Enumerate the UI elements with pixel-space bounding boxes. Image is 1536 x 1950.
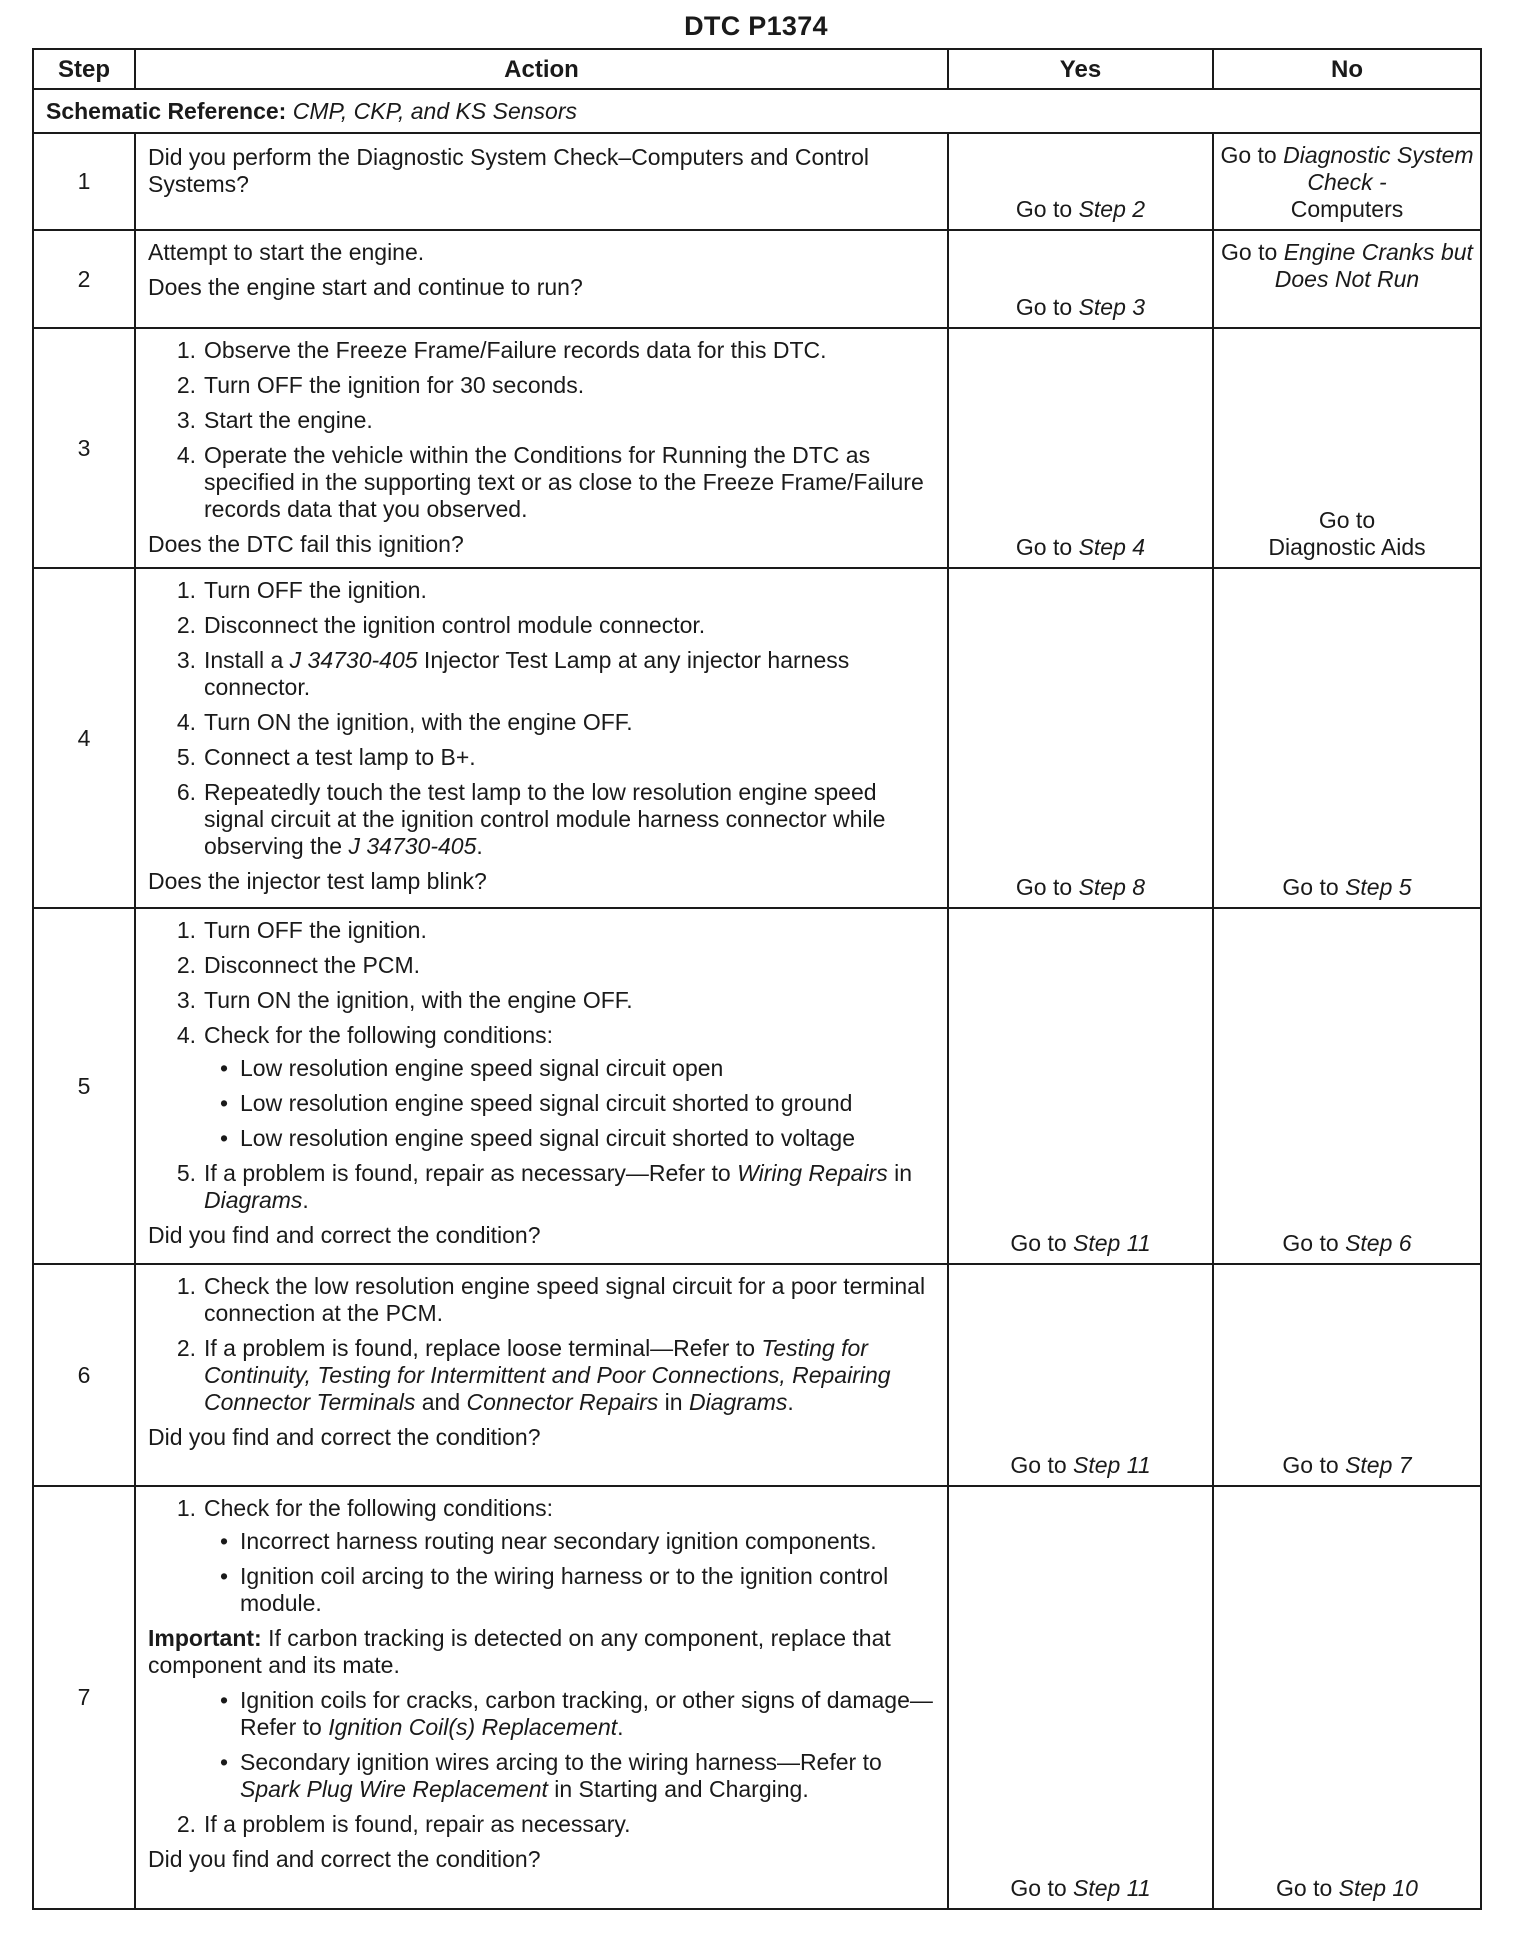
- table-row: [33, 568, 1481, 908]
- diagnostic-aids-link[interactable]: Diagnostic Aids: [1268, 534, 1426, 560]
- step-number: 7: [33, 1486, 135, 1909]
- yes-cell: [948, 133, 1213, 230]
- page: [32, 6, 1480, 1910]
- schematic-label: Schematic Reference:: [46, 97, 287, 124]
- goto-text: Go to: [1015, 294, 1079, 320]
- list-item: 4. Check for the following conditions: • Low resolution engine speed signal circuit open • Low resolution engine speed signal circuit shorted to ground • Low resolution engine speed signal circuit shorted to voltage: [148, 1022, 937, 1152]
- list-item: 4. Turn ON the ignition, with the engine OFF.: [176, 709, 633, 735]
- action-cell: [135, 328, 948, 568]
- list-item: 5. Connect a test lamp to B+.: [176, 744, 476, 770]
- table-row: [33, 908, 1481, 1264]
- list-item: 3. Turn ON the ignition, with the engine OFF.: [176, 987, 633, 1013]
- list-item: 2. Turn OFF the ignition for 30 seconds.: [176, 372, 585, 398]
- list-item: 3. Install a J 34730-405 Injector Test Lamp at any injector harness connector.: [176, 647, 850, 700]
- step-link[interactable]: Step 6: [1345, 1230, 1412, 1256]
- step-link[interactable]: Step 11: [1073, 1452, 1151, 1478]
- condition-list: [204, 1528, 937, 1617]
- step-instruction: Attempt to start the engine.: [148, 239, 425, 265]
- action-cell: [135, 1486, 948, 1909]
- step-link[interactable]: Step 7: [1345, 1452, 1412, 1478]
- yes-cell: [948, 908, 1213, 1264]
- bullet-item: • Low resolution engine speed signal circuit shorted to ground: [204, 1090, 937, 1117]
- list-item: 5. If a problem is found, repair as necessary—Refer to Wiring Repairs in Diagrams.: [176, 1160, 912, 1213]
- spark-plug-wire-replacement-link: Spark Plug Wire Replacement: [240, 1776, 548, 1802]
- header-action: Action: [135, 49, 948, 89]
- header-step: Step: [33, 49, 135, 89]
- table-row: [33, 230, 1481, 328]
- table-row: [33, 1486, 1481, 1909]
- step-question: Does the DTC fail this ignition?: [148, 531, 464, 557]
- step-number: 3: [33, 328, 135, 568]
- tool-reference: J 34730-405: [348, 833, 477, 859]
- list-item: 6. Repeatedly touch the test lamp to the low resolution engine speed signal circuit at the ignition control module harness connector while observing the J 34730-405.: [176, 779, 886, 859]
- list-item: 2. If a problem is found, repair as necessary.: [176, 1811, 631, 1837]
- diagnostic-system-check-link[interactable]: Diagnostic System Check -: [1283, 142, 1474, 195]
- list-item: 1. Observe the Freeze Frame/Failure records data for this DTC.: [176, 337, 827, 363]
- header-row: [33, 49, 1481, 89]
- list-item: 2. Disconnect the PCM.: [176, 952, 421, 978]
- step-link[interactable]: Step 8: [1078, 874, 1146, 900]
- step-number: 5: [33, 908, 135, 1264]
- yes-cell: [948, 230, 1213, 328]
- instruction-list: [148, 1495, 937, 1617]
- condition-list: [204, 1055, 937, 1152]
- goto-text: Go to: [1010, 1875, 1074, 1901]
- header-no: No: [1213, 49, 1481, 89]
- page-title: DTC P1374: [684, 11, 828, 41]
- yes-cell: [948, 328, 1213, 568]
- diagrams-link: Diagrams: [204, 1187, 303, 1213]
- schematic-reference: [33, 89, 1481, 133]
- goto-text: Go to: [1010, 1452, 1074, 1478]
- ignition-coil-replacement-link: Ignition Coil(s) Replacement: [328, 1714, 618, 1740]
- instruction-list: [148, 1811, 937, 1838]
- step-link[interactable]: Step 3: [1078, 294, 1146, 320]
- list-item: 4. Operate the vehicle within the Conditions for Running the DTC as specified in the supporting text or as close to the Freeze Frame/Failure records data that you observed.: [176, 442, 924, 522]
- goto-text: Go to: [1015, 534, 1079, 560]
- step-question: Did you perform the Diagnostic System Check–Computers and Control Systems?: [148, 144, 869, 197]
- goto-text: Go to: [1282, 1230, 1346, 1256]
- list-item: 1. Turn OFF the ignition.: [176, 577, 427, 603]
- instruction-list: [148, 337, 937, 523]
- goto-text: Go to: [1318, 507, 1376, 533]
- bullet-item: • Low resolution engine speed signal circuit shorted to voltage: [204, 1125, 937, 1152]
- engine-cranks-link[interactable]: Engine Cranks but Does Not Run: [1274, 239, 1473, 292]
- goto-text: Go to: [1220, 142, 1284, 168]
- condition-list: [204, 1687, 937, 1803]
- no-cell: [1213, 1264, 1481, 1486]
- action-cell: [135, 133, 948, 230]
- bullet-item: • Low resolution engine speed signal circuit open: [204, 1055, 937, 1082]
- computers-text: Computers: [1290, 196, 1404, 222]
- table-row: [33, 328, 1481, 568]
- step-question: Does the injector test lamp blink?: [148, 868, 487, 894]
- step-number: 6: [33, 1264, 135, 1486]
- table-row: [33, 1264, 1481, 1486]
- instruction-list: [148, 1273, 937, 1416]
- no-cell: [1213, 1486, 1481, 1909]
- table-row: [33, 133, 1481, 230]
- no-cell: [1213, 908, 1481, 1264]
- step-question: Did you find and correct the condition?: [148, 1222, 541, 1248]
- yes-cell: [948, 568, 1213, 908]
- connector-repairs-link: Connector Repairs: [466, 1389, 659, 1415]
- goto-text: Go to: [1015, 196, 1079, 222]
- goto-text: Go to: [1221, 239, 1284, 265]
- goto-text: Go to: [1282, 874, 1346, 900]
- diagnostic-table: [32, 48, 1482, 1910]
- action-cell: [135, 908, 948, 1264]
- no-cell: [1213, 133, 1481, 230]
- step-number: 1: [33, 133, 135, 230]
- bullet-item: • Ignition coil arcing to the wiring harness or to the ignition control module.: [204, 1563, 937, 1617]
- step-link[interactable]: Step 11: [1073, 1875, 1151, 1901]
- no-cell: [1213, 230, 1481, 328]
- no-cell: [1213, 328, 1481, 568]
- step-link[interactable]: Step 10: [1338, 1875, 1418, 1901]
- goto-text: Go to: [1282, 1452, 1346, 1478]
- schematic-value: CMP, CKP, and KS Sensors: [292, 97, 577, 124]
- step-question: Does the engine start and continue to run?: [148, 274, 583, 300]
- step-number: 2: [33, 230, 135, 328]
- important-note: Important: If carbon tracking is detected on any component, replace that component and its mate.: [148, 1625, 891, 1678]
- step-link[interactable]: Step 11: [1073, 1230, 1151, 1256]
- important-label: Important:: [148, 1625, 262, 1651]
- goto-text: Go to: [1276, 1875, 1339, 1901]
- list-item: 2. If a problem is found, replace loose terminal—Refer to Testing for Continuity, Testing for Intermittent and Poor Connections, Repairing Connector Terminals and Connector Repairs in Diagrams.: [176, 1335, 891, 1415]
- step-number: 4: [33, 568, 135, 908]
- list-item: 1. Check the low resolution engine speed signal circuit for a poor terminal connection at the PCM.: [176, 1273, 926, 1326]
- action-cell: [135, 1264, 948, 1486]
- instruction-list: [148, 577, 937, 860]
- step-question: Did you find and correct the condition?: [148, 1846, 541, 1872]
- yes-cell: [948, 1486, 1213, 1909]
- bullet-item: • Secondary ignition wires arcing to the wiring harness—Refer to Spark Plug Wire Replacement in Starting and Charging.: [204, 1749, 937, 1803]
- list-item: 2. Disconnect the ignition control module connector.: [176, 612, 706, 638]
- header-yes: Yes: [948, 49, 1213, 89]
- testing-links: Testing for Continuity, Testing for Intermittent and Poor Connections, Repairing Connector Terminals: [204, 1335, 891, 1415]
- goto-text: Go to: [1010, 1230, 1074, 1256]
- step-link[interactable]: Step 4: [1078, 534, 1146, 560]
- instruction-list: [148, 917, 937, 1214]
- list-item: 1. Turn OFF the ignition.: [176, 917, 427, 943]
- bullet-item: • Ignition coils for cracks, carbon tracking, or other signs of damage—Refer to Ignition Coil(s) Replacement.: [204, 1687, 937, 1741]
- list-item: 3. Start the engine.: [176, 407, 373, 433]
- goto-text: Go to: [1015, 874, 1079, 900]
- step-link[interactable]: Step 2: [1078, 196, 1146, 222]
- action-cell: [135, 568, 948, 908]
- step-link[interactable]: Step 5: [1345, 874, 1412, 900]
- step-question: Did you find and correct the condition?: [148, 1424, 541, 1450]
- yes-cell: [948, 1264, 1213, 1486]
- no-cell: [1213, 568, 1481, 908]
- list-item: 1. Check for the following conditions: • Incorrect harness routing near secondary ignition components. • Ignition coil arcing to the wiring harness or to the ignition control module.: [148, 1495, 937, 1617]
- bullet-item: • Incorrect harness routing near secondary ignition components.: [204, 1528, 937, 1555]
- tool-reference: J 34730-405: [289, 647, 418, 673]
- wiring-repairs-link: Wiring Repairs: [737, 1160, 888, 1186]
- action-cell: [135, 230, 948, 328]
- diagrams-link: Diagrams: [688, 1389, 788, 1415]
- schematic-row: [33, 89, 1481, 133]
